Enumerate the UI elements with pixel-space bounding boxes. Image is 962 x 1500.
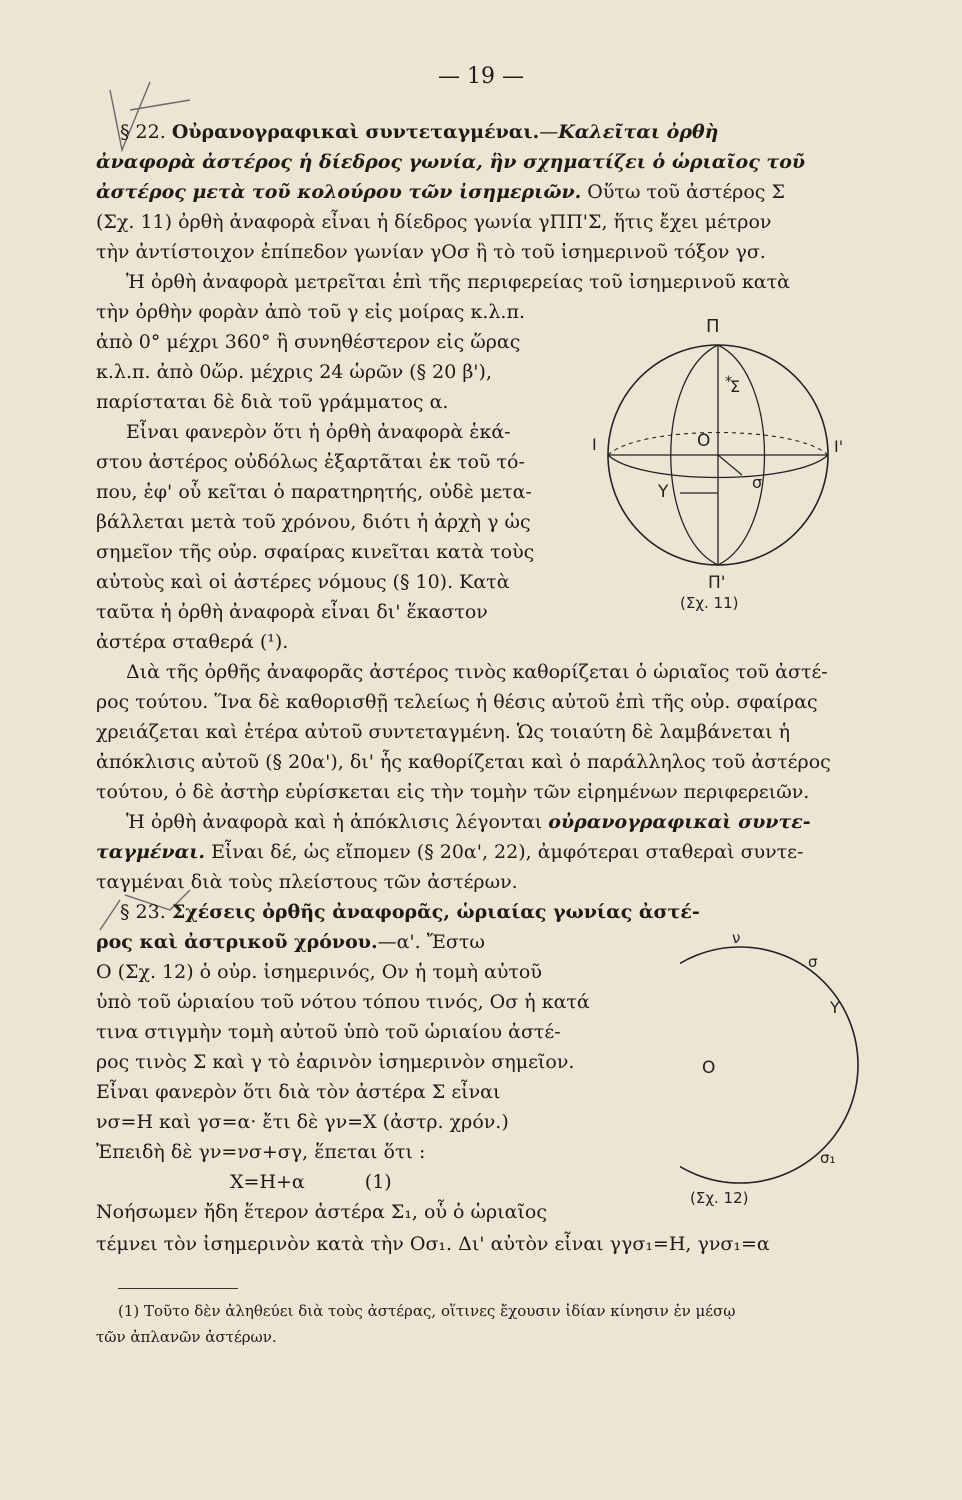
text-line: ἀστέρος μετὰ τοῦ κολούρου τῶν ἰσημεριῶν. Οὕτω τοῦ ἀστέρος Σ <box>96 181 785 203</box>
text-line: σημεῖον τῆς οὐρ. σφαίρας κινεῖται κατὰ τοὺς <box>96 541 535 563</box>
figure-11 <box>580 310 880 620</box>
section-title: Σχέσεις ὀρθῆς ἀναφορᾶς, ὡριαίας γωνίας ἀστέ- <box>171 901 700 923</box>
text-line: βάλλεται μετὰ τοῦ χρόνου, διότι ἡ ἀρχὴ γ ὡς <box>96 511 531 533</box>
text-line: αὐτοὺς καὶ οἱ ἀστέρες νόμους (§ 10). Κατὰ <box>96 571 510 593</box>
text-line: τὴν ὀρθὴν φορὰν ἀπὸ τοῦ γ εἰς μοίρας κ.λ.π. <box>96 301 525 323</box>
text-line: νσ=Η καὶ γσ=α· ἔτι δὲ γν=Χ (ἀστρ. χρόν.) <box>96 1111 509 1133</box>
text-line: που, ἐφ' οὗ κεῖται ὁ παρατηρητής, οὐδὲ μετα- <box>96 481 532 503</box>
fig12-caption: (Σχ. 12) <box>690 1189 749 1207</box>
text-line: τινα στιγμὴν τομὴ αὐτοῦ ὑπὸ τοῦ ὡριαίου ἀστέ- <box>96 1021 561 1043</box>
text-line: ρος καὶ ἀστρικοῦ χρόνου.—α'. Ἔστω <box>96 931 485 953</box>
text-line: ἀπὸ 0° μέχρι 360° ἢ συνηθέστερον εἰς ὥρας <box>96 331 521 353</box>
text-line: ἀναφορὰ ἀστέρος ἡ δίεδρος γωνία, ἣν σχηματίζει ὁ ὡριαῖος τοῦ <box>96 151 806 173</box>
section-number: § 23. <box>120 901 166 923</box>
fig11-caption: (Σχ. 11) <box>680 594 739 612</box>
equation-number: (1) <box>364 1171 392 1193</box>
fig11-label-O: O <box>697 431 711 451</box>
section-22-heading: § 22. Οὐρανογραφικαὶ συντεταγμέναι.—Καλεῖται ὀρθὴ <box>120 121 719 143</box>
fig11-label-gamma: Υ <box>658 482 669 502</box>
text-line: Εἶναι φανερὸν ὅτι διὰ τὸν ἀστέρα Σ εἶναι <box>96 1081 501 1103</box>
text-line: ἀπόκλισις αὐτοῦ (§ 20α'), δι' ἧς καθορίζεται καὶ ὁ παράλληλος τοῦ ἀστέρος <box>96 751 831 773</box>
fig12-label-sigma1: σ₁ <box>820 1149 836 1167</box>
fig11-label-I: I <box>592 435 597 454</box>
section-23-heading <box>120 900 700 924</box>
footnote-rule <box>118 1288 238 1289</box>
text-line: Διὰ τῆς ὀρθῆς ἀναφορᾶς ἀστέρος τινὸς καθορίζεται ὁ ὡριαῖος τοῦ ἀστέ- <box>126 661 828 683</box>
text-line: ἀστέρα σταθερά (¹). <box>96 631 289 653</box>
text-line: τέμνει τὸν ἰσημερινὸν κατὰ τὴν Οσ₁. Δι' αὐτὸν εἶναι γγσ₁=Η, γνσ₁=α <box>96 1233 770 1255</box>
text-line: Νοήσωμεν ἤδη ἕτερον ἀστέρα Σ₁, οὗ ὁ ὡριαῖος <box>96 1201 547 1223</box>
text-line: ρος τινὸς Σ καὶ γ τὸ ἐαρινὸν ἰσημερινὸν σημεῖον. <box>96 1051 575 1073</box>
text-line: παρίσταται δὲ διὰ τοῦ γράμματος α. <box>96 391 449 413</box>
text-line: (Σχ. 11) ὀρθὴ ἀναφορὰ εἶναι ἡ δίεδρος γωνία γΠΠ'Σ, ἥτις ἔχει μέτρον <box>96 211 772 233</box>
fig11-label-sigma: σ <box>752 473 763 492</box>
fig12-label-nu: ν <box>732 929 741 947</box>
fig11-label-I2: I' <box>834 437 844 456</box>
pencil-mark-icon <box>80 70 200 160</box>
page-number: — 19 — <box>438 64 524 89</box>
fig12-label-O: O <box>702 1058 716 1078</box>
fig11-label-P2: Π' <box>708 573 726 593</box>
text-line: ρος τούτου. Ἵνα δὲ καθορισθῇ τελείως ἡ θέσις αὐτοῦ ἐπὶ τῆς οὐρ. σφαίρας <box>96 691 818 713</box>
footnote-line: τῶν ἀπλανῶν ἀστέρων. <box>96 1328 277 1346</box>
fig12-label-gamma: Υ <box>830 998 840 1017</box>
text-line: Ο (Σχ. 12) ὁ οὐρ. ἰσημερινός, Ον ἡ τομὴ αὐτοῦ <box>96 961 542 983</box>
text-line: Εἶναι φανερὸν ὅτι ἡ ὀρθὴ ἀναφορὰ ἑκά- <box>126 421 511 443</box>
text-line: ταγμέναι. Εἶναι δέ, ὡς εἴπομεν (§ 20α', 22), ἀμφότεραι σταθεραὶ συντε- <box>96 841 804 863</box>
text-line: ὑπὸ τοῦ ὡριαίου τοῦ νότου τόπου τινός, Οσ ἡ κατά <box>96 991 590 1013</box>
text-line: στου ἀστέρος οὐδόλως ἐξαρτᾶται ἐκ τοῦ τό- <box>96 451 525 473</box>
section-title: Οὐρανογραφικαὶ συντεταγμέναι. <box>171 121 540 143</box>
footnote-line: (1) Τοῦτο δὲν ἀληθεύει διὰ τοὺς ἀστέρας, οἵτινες ἔχουσιν ἰδίαν κίνησιν ἐν μέσῳ <box>118 1302 736 1320</box>
svg-text:*: * <box>725 374 732 390</box>
text-line: τούτου, ὁ δὲ ἀστὴρ εὑρίσκεται εἰς τὴν τομὴν τῶν εἰρημένων περιφερειῶν. <box>96 781 810 803</box>
text-line: κ.λ.π. ἀπὸ 0ὥρ. μέχρις 24 ὡρῶν (§ 20 β'), <box>96 361 492 383</box>
text-line: ταῦτα ἡ ὀρθὴ ἀναφορὰ εἶναι δι' ἕκαστον <box>96 601 488 623</box>
text-line: Ἡ ὀρθὴ ἀναφορὰ καὶ ἡ ἀπόκλισις λέγονται οὐρανογραφικαὶ συντε- <box>126 811 811 833</box>
text-line: χρειάζεται καὶ ἑτέρα αὐτοῦ συντεταγμένη. Ὡς τοιαύτη δὲ λαμβάνεται ἡ <box>96 721 791 743</box>
equation-line <box>230 1170 392 1194</box>
text-line: Ἡ ὀρθὴ ἀναφορὰ μετρεῖται ἐπὶ τῆς περιφερείας τοῦ ἰσημερινοῦ κατὰ <box>126 271 790 293</box>
figure-12 <box>680 925 880 1210</box>
fig11-label-S: Σ <box>730 377 741 396</box>
fig12-label-sigma: σ <box>808 953 818 971</box>
section-number: § 22. <box>120 121 166 143</box>
text-line: ταγμέναι διὰ τοὺς πλείστους τῶν ἀστέρων. <box>96 871 518 893</box>
fig11-label-P: Π <box>706 316 720 337</box>
equation: Χ=Η+α <box>230 1171 305 1193</box>
text-line: Ἐπειδὴ δὲ γν=νσ+σγ, ἕπεται ὅτι : <box>96 1141 426 1163</box>
text-line: τὴν ἀντίστοιχον ἐπίπεδον γωνίαν γΟσ ἢ τὸ τοῦ ἰσημερινοῦ τόξον γσ. <box>96 241 766 263</box>
